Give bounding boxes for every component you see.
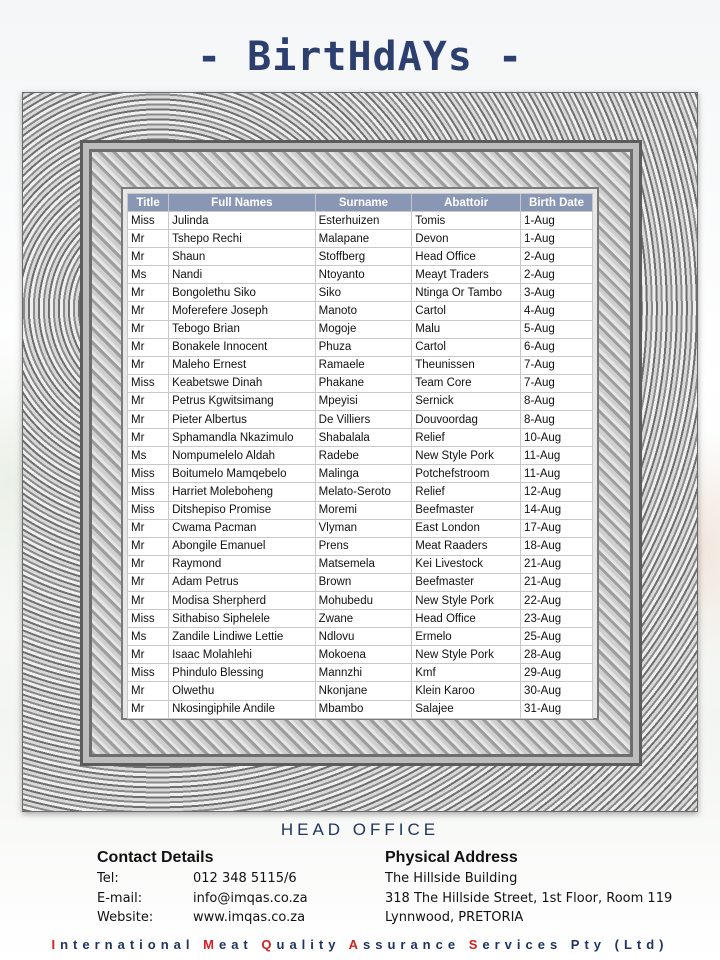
address-line: 318 The Hillside Street, 1st Floor, Room 119 (385, 890, 673, 906)
head-office-heading: HEAD OFFICE (280, 820, 440, 839)
cell-title: Mr (128, 573, 169, 591)
cell-title: Miss (128, 374, 169, 392)
cell-surname: Mohubedu (315, 591, 412, 609)
footer-text: nternational (60, 937, 204, 952)
contact-email-label: E-mail: (97, 890, 143, 906)
table-row (128, 700, 593, 718)
cell-title: Miss (128, 465, 169, 483)
cell-surname: Brown (315, 573, 412, 591)
table-row (128, 682, 593, 700)
cell-birth-date: 17-Aug (521, 519, 593, 537)
cell-full-names: Bonakele Innocent (169, 338, 316, 356)
cell-birth-date: 22-Aug (521, 591, 593, 609)
cell-birth-date: 10-Aug (521, 429, 593, 447)
cell-full-names: Boitumelo Mamqebelo (169, 465, 316, 483)
cell-title: Ms (128, 447, 169, 465)
table-row (128, 212, 593, 230)
cell-full-names: Bongolethu Siko (169, 284, 316, 302)
table-row (128, 628, 593, 646)
cell-surname: Malinga (315, 465, 412, 483)
cell-title: Mr (128, 248, 169, 266)
cell-abattoir: East London (412, 519, 521, 537)
cell-title: Mr (128, 320, 169, 338)
header-full-names: Full Names (169, 194, 316, 212)
cell-surname: Ramaele (315, 356, 412, 374)
cell-full-names: Sphamandla Nkazimulo (169, 429, 316, 447)
address-line: Lynnwood, PRETORIA (385, 910, 524, 925)
header-abattoir: Abattoir (412, 194, 521, 212)
cell-abattoir: Salajee (412, 700, 521, 718)
cell-abattoir: Beefmaster (412, 573, 521, 591)
cell-title: Ms (128, 628, 169, 646)
contact-website-row (97, 910, 308, 930)
company-name-footer (0, 937, 720, 952)
cell-abattoir: Cartol (412, 338, 521, 356)
cell-abattoir: Devon (412, 230, 521, 248)
cell-surname: Ntoyanto (315, 266, 412, 284)
contact-email-link[interactable]: info@imqas.co.za (193, 890, 308, 906)
table-row (128, 356, 593, 374)
cell-full-names: Tshepo Rechi (169, 230, 316, 248)
cell-surname: Malapane (315, 230, 412, 248)
table-row (128, 248, 593, 266)
table-row (128, 284, 593, 302)
cell-surname: Esterhuizen (315, 212, 412, 230)
table-row (128, 610, 593, 628)
cell-abattoir: New Style Pork (412, 646, 521, 664)
cell-title: Mr (128, 682, 169, 700)
cell-abattoir: Malu (412, 320, 521, 338)
cell-full-names: Pieter Albertus (169, 411, 316, 429)
contact-details (97, 849, 308, 930)
cell-full-names: Zandile Lindiwe Lettie (169, 628, 316, 646)
table-row (128, 320, 593, 338)
contact-website-link[interactable]: www.imqas.co.za (193, 910, 306, 925)
cell-title: Mr (128, 700, 169, 718)
page-title: - BirtHdAYs - (196, 34, 524, 80)
cell-abattoir: Douvoordag (412, 411, 521, 429)
cell-abattoir: Tomis (412, 212, 521, 230)
table-row (128, 537, 593, 555)
cell-full-names: Harriet Moleboheng (169, 483, 316, 501)
cell-abattoir: Kmf (412, 664, 521, 682)
table-row (128, 302, 593, 320)
cell-birth-date: 28-Aug (521, 646, 593, 664)
cell-surname: Mokoena (315, 646, 412, 664)
cell-full-names: Phindulo Blessing (169, 664, 316, 682)
cell-surname: De Villiers (315, 411, 412, 429)
table-row (128, 230, 593, 248)
cell-title: Mr (128, 356, 169, 374)
cell-full-names: Sithabiso Siphelele (169, 610, 316, 628)
cell-surname: Radebe (315, 447, 412, 465)
cell-full-names: Raymond (169, 555, 316, 573)
cell-abattoir: Ntinga Or Tambo (412, 284, 521, 302)
cell-title: Mr (128, 646, 169, 664)
cell-title: Mr (128, 537, 169, 555)
cell-title: Miss (128, 483, 169, 501)
cell-abattoir: Relief (412, 483, 521, 501)
contact-website-label: Website: (97, 910, 154, 925)
cell-birth-date: 7-Aug (521, 356, 593, 374)
cell-birth-date: 7-Aug (521, 374, 593, 392)
cell-surname: Ndlovu (315, 628, 412, 646)
cell-full-names: Olwethu (169, 682, 316, 700)
cell-abattoir: Ermelo (412, 628, 521, 646)
cell-surname: Mogoje (315, 320, 412, 338)
cell-full-names: Ditshepiso Promise (169, 501, 316, 519)
cell-birth-date: 3-Aug (521, 284, 593, 302)
cell-title: Miss (128, 212, 169, 230)
cell-title: Mr (128, 555, 169, 573)
address-line: The Hillside Building (385, 871, 518, 886)
cell-abattoir: New Style Pork (412, 591, 521, 609)
cell-full-names: Adam Petrus (169, 573, 316, 591)
cell-abattoir: Potchefstroom (412, 465, 521, 483)
table-row (128, 664, 593, 682)
cell-birth-date: 31-Aug (521, 700, 593, 718)
cell-abattoir: Theunissen (412, 356, 521, 374)
table-row (128, 573, 593, 591)
table-row (128, 465, 593, 483)
cell-abattoir: Meat Raaders (412, 537, 521, 555)
table-row (128, 338, 593, 356)
cell-surname: Siko (315, 284, 412, 302)
cell-birth-date: 4-Aug (521, 302, 593, 320)
cell-surname: Vlyman (315, 519, 412, 537)
cell-birth-date: 18-Aug (521, 537, 593, 555)
contact-tel-value: 012 348 5115/6 (193, 871, 297, 886)
footer-text: ervices Pty (Ltd) (482, 937, 669, 952)
table-row (128, 501, 593, 519)
table-row (128, 374, 593, 392)
cell-surname: Mannzhi (315, 664, 412, 682)
address-heading: Physical Address (385, 849, 518, 866)
physical-address (385, 849, 672, 930)
contact-email-row (97, 891, 308, 911)
cell-full-names: Nompumelelo Aldah (169, 447, 316, 465)
cell-abattoir: Sernick (412, 392, 521, 410)
cell-surname: Nkonjane (315, 682, 412, 700)
cell-birth-date: 8-Aug (521, 392, 593, 410)
cell-full-names: Modisa Sherpherd (169, 591, 316, 609)
cell-birth-date: 25-Aug (521, 628, 593, 646)
footer-initial: Q (261, 937, 277, 952)
cell-birth-date: 1-Aug (521, 212, 593, 230)
footer-text: ssurance (362, 937, 469, 952)
footer-initial: A (348, 937, 363, 952)
table-row (128, 266, 593, 284)
cell-full-names: Julinda (169, 212, 316, 230)
cell-birth-date: 11-Aug (521, 465, 593, 483)
cell-birth-date: 5-Aug (521, 320, 593, 338)
cell-title: Miss (128, 501, 169, 519)
footer-initial: S (468, 937, 483, 952)
cell-birth-date: 23-Aug (521, 610, 593, 628)
table-row (128, 411, 593, 429)
cell-full-names: Isaac Molahlehi (169, 646, 316, 664)
cell-surname: Prens (315, 537, 412, 555)
cell-surname: Shabalala (315, 429, 412, 447)
cell-surname: Zwane (315, 610, 412, 628)
table-row (128, 646, 593, 664)
cell-abattoir: Klein Karoo (412, 682, 521, 700)
cell-surname: Phakane (315, 374, 412, 392)
cell-full-names: Keabetswe Dinah (169, 374, 316, 392)
contact-tel-label: Tel: (97, 871, 119, 886)
table-row (128, 483, 593, 501)
cell-surname: Matsemela (315, 555, 412, 573)
table-row (128, 591, 593, 609)
cell-birth-date: 14-Aug (521, 501, 593, 519)
cell-birth-date: 21-Aug (521, 555, 593, 573)
cell-title: Miss (128, 610, 169, 628)
table-row (128, 392, 593, 410)
table-header-row (128, 194, 593, 212)
cell-full-names: Abongile Emanuel (169, 537, 316, 555)
footer-text: uality (276, 937, 349, 952)
cell-abattoir: Meayt Traders (412, 266, 521, 284)
cell-title: Ms (128, 266, 169, 284)
cell-title: Miss (128, 664, 169, 682)
footer-initial: M (203, 937, 219, 952)
cell-abattoir: Team Core (412, 374, 521, 392)
cell-birth-date: 1-Aug (521, 230, 593, 248)
cell-birth-date: 6-Aug (521, 338, 593, 356)
cell-surname: Mbambo (315, 700, 412, 718)
cell-title: Mr (128, 284, 169, 302)
cell-birth-date: 30-Aug (521, 682, 593, 700)
cell-full-names: Maleho Ernest (169, 356, 316, 374)
contact-tel-row (97, 871, 308, 891)
cell-abattoir: Cartol (412, 302, 521, 320)
cell-abattoir: Head Office (412, 248, 521, 266)
footer-initial: I (51, 937, 61, 952)
cell-birth-date: 11-Aug (521, 447, 593, 465)
cell-abattoir: New Style Pork (412, 447, 521, 465)
cell-surname: Melato-Seroto (315, 483, 412, 501)
cell-birth-date: 12-Aug (521, 483, 593, 501)
table-body (128, 212, 593, 719)
cell-full-names: Nkosingiphile Andile (169, 700, 316, 718)
cell-surname: Phuza (315, 338, 412, 356)
cell-full-names: Tebogo Brian (169, 320, 316, 338)
cell-title: Mr (128, 591, 169, 609)
cell-full-names: Nandi (169, 266, 316, 284)
cell-title: Mr (128, 338, 169, 356)
cell-birth-date: 2-Aug (521, 266, 593, 284)
cell-title: Mr (128, 519, 169, 537)
cell-title: Mr (128, 392, 169, 410)
cell-abattoir: Kei Livestock (412, 555, 521, 573)
cell-surname: Manoto (315, 302, 412, 320)
cell-abattoir: Head Office (412, 610, 521, 628)
birthdays-table (127, 193, 593, 719)
cell-full-names: Petrus Kgwitsimang (169, 392, 316, 410)
contact-heading: Contact Details (97, 849, 214, 866)
cell-birth-date: 21-Aug (521, 573, 593, 591)
cell-full-names: Moferefere Joseph (169, 302, 316, 320)
table-row (128, 429, 593, 447)
footer-text: eat (218, 937, 262, 952)
cell-abattoir: Relief (412, 429, 521, 447)
table-row (128, 447, 593, 465)
cell-birth-date: 8-Aug (521, 411, 593, 429)
cell-birth-date: 29-Aug (521, 664, 593, 682)
cell-surname: Mpeyisi (315, 392, 412, 410)
cell-abattoir: Beefmaster (412, 501, 521, 519)
cell-surname: Moremi (315, 501, 412, 519)
cell-title: Mr (128, 429, 169, 447)
cell-title: Mr (128, 302, 169, 320)
header-birth-date: Birth Date (521, 194, 593, 212)
header-surname: Surname (315, 194, 412, 212)
cell-title: Mr (128, 230, 169, 248)
cell-full-names: Cwama Pacman (169, 519, 316, 537)
cell-birth-date: 2-Aug (521, 248, 593, 266)
cell-full-names: Shaun (169, 248, 316, 266)
header-title: Title (128, 194, 169, 212)
table-row (128, 555, 593, 573)
cell-title: Mr (128, 411, 169, 429)
table-row (128, 519, 593, 537)
cell-surname: Stoffberg (315, 248, 412, 266)
